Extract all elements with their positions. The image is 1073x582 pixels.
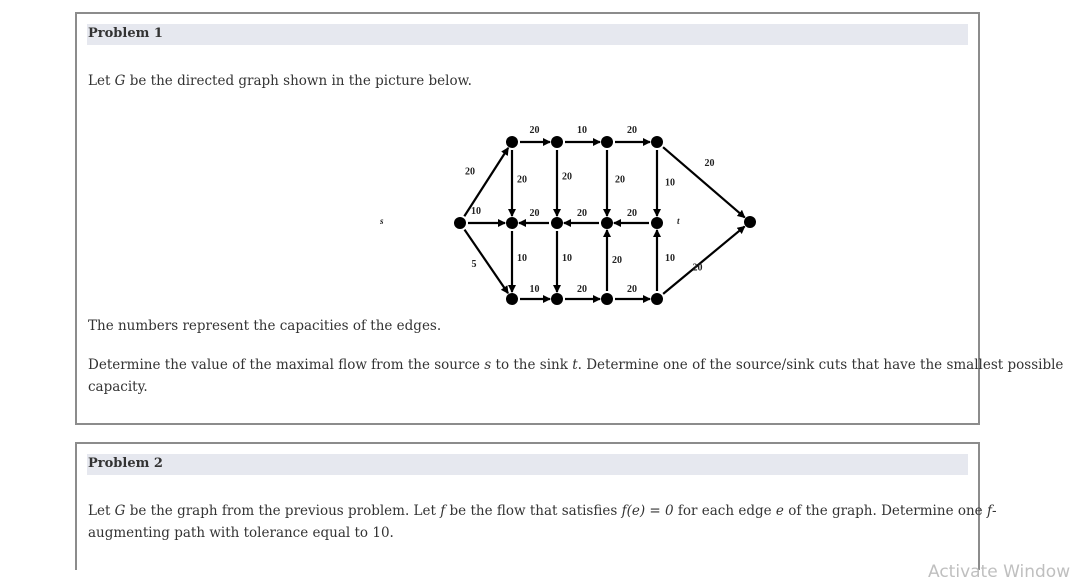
flow-network-graph	[377, 114, 715, 304]
problem-2-box	[75, 442, 997, 570]
activate-windows-watermark: Activate Window	[928, 562, 1071, 582]
capacity-label-a2-a3: 10	[517, 253, 527, 264]
capacity-label-s-a2: 10	[471, 206, 481, 217]
capacity-label-c3-c2: 20	[612, 255, 622, 266]
node-b3	[551, 293, 563, 305]
problem-1-question: Determine the value of the maximal flow from the source s to the sink t. Determine one of the source/sink cuts that have the smallest possible	[88, 357, 1064, 373]
capacity-label-b1-c1: 10	[577, 125, 587, 136]
node-d1	[651, 136, 663, 148]
node-b2	[551, 217, 563, 229]
capacity-label-d3-t: 20	[692, 262, 703, 274]
capacity-label-b3-c3: 20	[577, 284, 587, 295]
problem-1-caption: The numbers represent the capacities of the edges.	[88, 318, 442, 334]
node-c3	[601, 293, 613, 305]
capacity-label-d1-t: 20	[704, 158, 715, 169]
node-a2	[506, 217, 518, 229]
capacity-label-d2-c2: 20	[627, 208, 637, 219]
node-a1	[506, 136, 518, 148]
graph-capacity-labels	[465, 125, 715, 295]
capacity-label-c3-d3: 20	[627, 284, 637, 295]
problem-1-question-cont: capacity.	[88, 379, 148, 395]
problem-2-title: Problem 2	[88, 456, 163, 471]
sink-label: t	[677, 216, 680, 226]
edge-d3-t	[663, 226, 744, 293]
problem-1-title: Problem 1	[88, 26, 163, 41]
capacity-label-s-a1: 20	[465, 166, 475, 178]
node-s	[454, 217, 466, 229]
node-b1	[551, 136, 563, 148]
capacity-label-d3-d2: 10	[665, 253, 675, 264]
capacity-label-d1-d2: 10	[665, 177, 675, 189]
capacity-label-b1-b2: 20	[562, 171, 572, 183]
node-c2	[601, 217, 613, 229]
capacity-label-b2-b3: 10	[562, 253, 572, 264]
problem-2-line-2: augmenting path with tolerance equal to 10.	[88, 525, 394, 541]
problem-1-header	[87, 24, 968, 45]
capacity-label-a1-a2: 20	[517, 174, 527, 186]
problem-2-line-1: Let G be the graph from the previous problem. Let f be the flow that satisfies f(e) = 0 for each edge e of the graph. Determine one f-	[88, 503, 997, 519]
problem-1-intro: Let G be the directed graph shown in the picture below.	[88, 73, 472, 89]
capacity-label-a1-b1: 20	[529, 125, 540, 136]
node-d2	[651, 217, 663, 229]
capacity-label-c1-d1: 20	[627, 125, 637, 136]
capacity-label-s-a3: 5	[471, 259, 477, 270]
capacity-label-a3-b3: 10	[529, 284, 540, 295]
capacity-label-c2-b2: 20	[577, 208, 587, 219]
node-c1	[601, 136, 613, 148]
capacity-label-c1-c2: 20	[615, 174, 625, 186]
capacity-label-b2-a2: 20	[529, 208, 540, 219]
problem-1-box	[75, 12, 1064, 425]
node-d3	[651, 293, 663, 305]
problem-2-header	[87, 454, 968, 475]
node-a3	[506, 293, 518, 305]
node-t	[744, 216, 756, 228]
source-label: s	[380, 216, 384, 226]
